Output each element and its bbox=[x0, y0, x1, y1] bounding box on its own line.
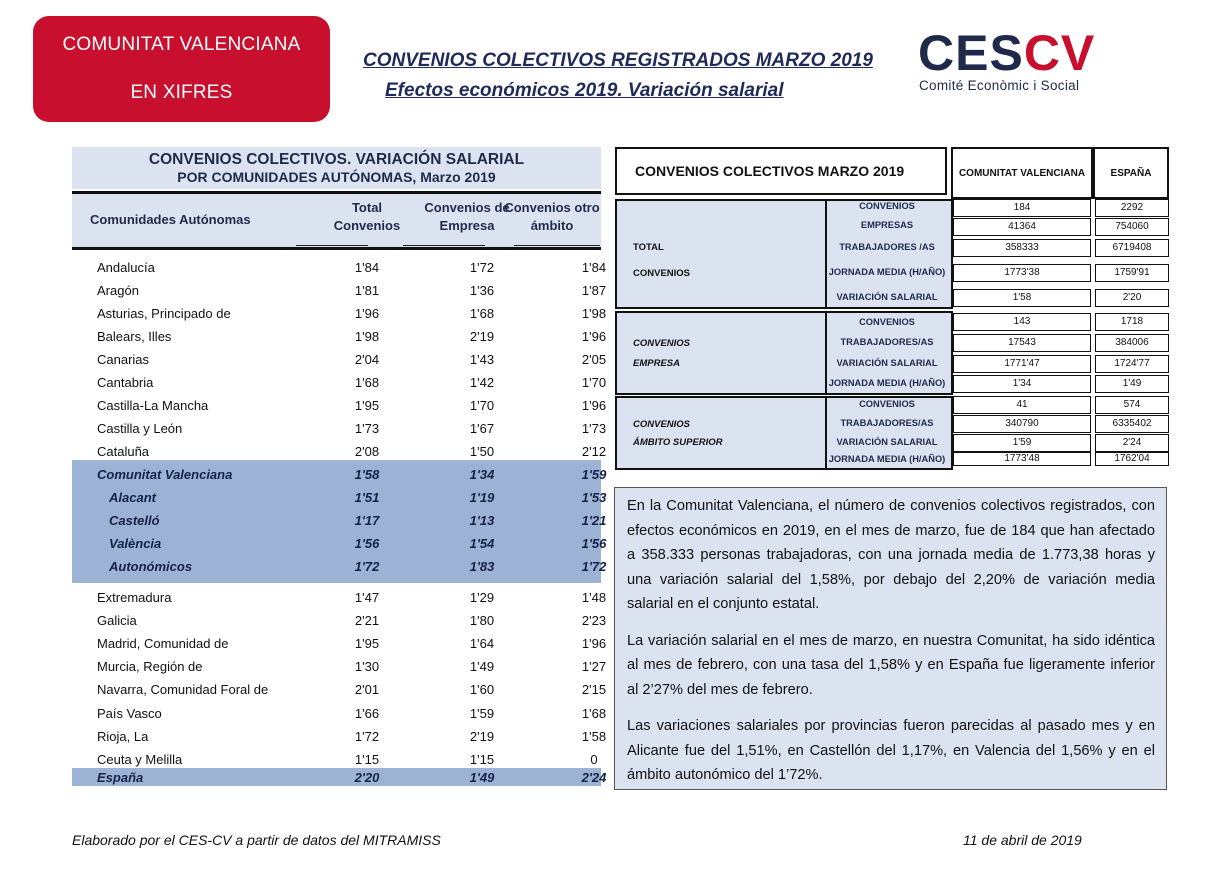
logo-subtitle: Comité Econòmic i Social bbox=[919, 78, 1080, 93]
table-row bbox=[72, 610, 607, 633]
value-otro: 1'56 bbox=[581, 536, 607, 551]
value-otro: 1'53 bbox=[581, 490, 607, 505]
region-name: Extremadura bbox=[97, 590, 172, 605]
concept-label: JORNADA MEDIA (H/AÑO) bbox=[828, 454, 946, 464]
page-title: CONVENIOS COLECTIVOS REGISTRADOS MARZO 2019 bbox=[363, 50, 873, 71]
concept-label: JORNADA MEDIA (H/AÑO) bbox=[828, 267, 946, 277]
value-empresa: 2'19 bbox=[469, 329, 495, 344]
value-cell-cv: 17543 bbox=[953, 334, 1091, 352]
region-name: Cataluña bbox=[97, 444, 150, 459]
section-label: ÁMBITO SUPERIOR bbox=[633, 437, 723, 448]
value-cell-cv: 340790 bbox=[953, 415, 1091, 433]
value-total: 1'81 bbox=[354, 283, 380, 298]
value-cell-spain: 2'24 bbox=[1095, 434, 1169, 452]
region-name: Madrid, Comunidad de bbox=[97, 636, 229, 651]
region-name: País Vasco bbox=[97, 706, 162, 721]
value-empresa: 1'42 bbox=[469, 375, 495, 390]
table-row bbox=[72, 326, 607, 349]
table-row bbox=[72, 587, 607, 610]
value-total: 1'95 bbox=[354, 398, 380, 413]
value-cell-spain: 2'20 bbox=[1095, 289, 1169, 307]
region-name: València bbox=[109, 536, 162, 551]
region-name: Autonómicos bbox=[109, 559, 193, 574]
concept-label: CONVENIOS bbox=[859, 399, 915, 409]
value-otro: 1'96 bbox=[581, 636, 607, 651]
value-empresa: 1'29 bbox=[469, 590, 495, 605]
concept-label: JORNADA MEDIA (H/AÑO) bbox=[828, 378, 946, 388]
value-cell-spain: 1762'04 bbox=[1095, 452, 1169, 466]
col-header-empresa-line-2: Empresa bbox=[439, 218, 495, 233]
value-otro: 1'68 bbox=[581, 706, 607, 721]
value-otro: 1'70 bbox=[581, 375, 607, 390]
table-row-comunitat-valenciana bbox=[72, 464, 607, 487]
concept-label: VARIACIÓN SALARIAL bbox=[836, 437, 938, 447]
table-title bbox=[72, 147, 601, 189]
col-header-region: Comunidades Autónomas bbox=[90, 212, 251, 227]
section-empresa-label-box bbox=[615, 311, 827, 395]
value-total: 1'17 bbox=[354, 513, 380, 528]
value-empresa: 1'72 bbox=[469, 260, 495, 275]
concept-label: CONVENIOS bbox=[859, 317, 915, 327]
section-total-label-box bbox=[615, 199, 827, 309]
table-row-spain bbox=[72, 767, 607, 790]
table-row bbox=[72, 257, 607, 280]
value-otro: 1'98 bbox=[581, 306, 607, 321]
value-otro: 2'23 bbox=[581, 613, 607, 628]
value-cell-cv: 184 bbox=[953, 199, 1091, 217]
region-name: España bbox=[97, 770, 144, 785]
value-total: 1'58 bbox=[354, 467, 380, 482]
value-otro: 2'05 bbox=[581, 352, 607, 367]
value-total: 1'51 bbox=[354, 490, 380, 505]
region-badge bbox=[33, 16, 330, 122]
value-empresa: 1'54 bbox=[469, 536, 495, 551]
value-total: 1'30 bbox=[354, 659, 380, 674]
concept-label: TRABAJADORES /AS bbox=[839, 242, 935, 252]
value-cell-spain: 1'49 bbox=[1095, 375, 1169, 393]
value-total: 2'08 bbox=[354, 444, 380, 459]
col-header-total-line-2: Convenios bbox=[333, 218, 401, 233]
table-row bbox=[72, 703, 607, 726]
concept-label: EMPRESAS bbox=[860, 220, 914, 230]
value-otro: 1'48 bbox=[581, 590, 607, 605]
table-row bbox=[72, 656, 607, 679]
value-total: 2'01 bbox=[354, 682, 380, 697]
value-total: 1'68 bbox=[354, 375, 380, 390]
value-empresa: 1'50 bbox=[469, 444, 495, 459]
value-cell-cv: 1'58 bbox=[953, 289, 1091, 307]
value-cell-cv: 41 bbox=[953, 396, 1091, 414]
value-total: 2'04 bbox=[354, 352, 380, 367]
concept-label: VARIACIÓN SALARIAL bbox=[836, 292, 938, 302]
footer-source: Elaborado por el CES-CV a partir de datos del MITRAMISS bbox=[72, 832, 441, 848]
region-name: Rioja, La bbox=[97, 729, 149, 744]
section-label: CONVENIOS bbox=[633, 268, 691, 279]
value-empresa: 1'68 bbox=[469, 306, 495, 321]
value-cell-cv: 1773'48 bbox=[953, 452, 1091, 466]
summary-table bbox=[615, 147, 1169, 468]
footer-date: 11 de abril de 2019 bbox=[963, 832, 1082, 848]
regional-variation-table bbox=[72, 147, 607, 785]
table-row bbox=[72, 726, 607, 749]
concept-label: TRABAJADORES/AS bbox=[840, 337, 934, 347]
region-name: Comunitat Valenciana bbox=[97, 467, 233, 482]
value-cell-spain: 574 bbox=[1095, 396, 1169, 414]
table-row bbox=[72, 441, 607, 464]
region-name: Galicia bbox=[97, 613, 137, 628]
value-cell-cv: 1771'47 bbox=[953, 355, 1091, 373]
value-empresa: 1'49 bbox=[469, 770, 495, 785]
region-name: Castelló bbox=[109, 513, 160, 528]
table-row-province bbox=[72, 556, 607, 579]
col-header-cv: COMUNITAT VALENCIANA bbox=[951, 147, 1093, 199]
region-name: Balears, Illes bbox=[97, 329, 172, 344]
value-total: 1'84 bbox=[354, 260, 380, 275]
value-cell-cv: 143 bbox=[953, 313, 1091, 331]
table-row bbox=[72, 633, 607, 656]
value-otro: 1'58 bbox=[581, 729, 607, 744]
region-name: Ceuta y Melilla bbox=[97, 752, 183, 767]
value-total: 1'15 bbox=[354, 752, 380, 767]
value-empresa: 1'34 bbox=[469, 467, 495, 482]
section-label: TOTAL bbox=[633, 242, 664, 253]
commentary-paragraph: En la Comunitat Valenciana, el número de convenios colectivos registrados, con efectos económicos en 2019, en el mes de marzo, fue de 184 que han afectado a 358.333 personas trabajadoras, con una jornada media de 1.773,38 horas y una variación salarial del 1,58%, por debajo del 2,20% de variación media salarial en el conjunto estatal. bbox=[627, 498, 1155, 612]
concept-label: TRABAJADORES/AS bbox=[840, 418, 934, 428]
col-header-spain: ESPAÑA bbox=[1093, 147, 1169, 199]
value-empresa: 2'19 bbox=[469, 729, 495, 744]
value-otro: 1'84 bbox=[581, 260, 607, 275]
value-otro: 1'59 bbox=[581, 467, 607, 482]
col-header-empresa-line-1: Convenios de bbox=[424, 200, 510, 215]
value-otro: 1'87 bbox=[581, 283, 607, 298]
value-cell-cv: 1773'38 bbox=[953, 264, 1091, 282]
value-empresa: 1'36 bbox=[469, 283, 495, 298]
value-total: 1'96 bbox=[354, 306, 380, 321]
value-total: 1'47 bbox=[354, 590, 380, 605]
value-cell-cv: 41364 bbox=[953, 218, 1091, 236]
table-row-province bbox=[72, 487, 607, 510]
value-total: 1'72 bbox=[354, 729, 380, 744]
table-row-province bbox=[72, 510, 607, 533]
cescv-logo bbox=[918, 26, 1158, 96]
section-ambito-label-box bbox=[615, 396, 827, 470]
value-otro: 0 bbox=[590, 752, 598, 767]
section-label: CONVENIOS bbox=[633, 338, 691, 349]
concept-label: VARIACIÓN SALARIAL bbox=[836, 358, 938, 368]
value-empresa: 1'80 bbox=[469, 613, 495, 628]
value-total: 1'95 bbox=[354, 636, 380, 651]
region-name: Canarias bbox=[97, 352, 150, 367]
value-otro: 1'27 bbox=[581, 659, 607, 674]
table-header bbox=[72, 191, 601, 250]
value-empresa: 1'43 bbox=[469, 352, 495, 367]
value-cell-spain: 1724'77 bbox=[1095, 355, 1169, 373]
section-label: CONVENIOS bbox=[633, 419, 691, 430]
value-cell-spain: 2292 bbox=[1095, 199, 1169, 217]
value-empresa: 1'13 bbox=[469, 513, 495, 528]
value-total: 1'98 bbox=[354, 329, 380, 344]
value-otro: 1'96 bbox=[581, 398, 607, 413]
value-empresa: 1'49 bbox=[469, 659, 495, 674]
value-cell-spain: 754060 bbox=[1095, 218, 1169, 236]
value-empresa: 1'59 bbox=[469, 706, 495, 721]
region-name: Navarra, Comunidad Foral de bbox=[97, 682, 269, 697]
region-name: Aragón bbox=[97, 283, 139, 298]
value-cell-spain: 6719408 bbox=[1095, 239, 1169, 257]
value-otro: 2'15 bbox=[581, 682, 607, 697]
value-total: 2'21 bbox=[354, 613, 380, 628]
region-name: Castilla-La Mancha bbox=[97, 398, 209, 413]
table-row bbox=[72, 679, 607, 702]
section-label: EMPRESA bbox=[633, 358, 680, 369]
col-header-otro-line-2: ámbito bbox=[530, 218, 574, 233]
value-empresa: 1'19 bbox=[469, 490, 495, 505]
value-total: 1'72 bbox=[354, 559, 380, 574]
value-empresa: 1'60 bbox=[469, 682, 495, 697]
region-name: Asturias, Principado de bbox=[97, 306, 231, 321]
badge-line-2: EN XIFRES bbox=[130, 82, 233, 103]
region-name: Castilla y León bbox=[97, 421, 183, 436]
value-empresa: 1'67 bbox=[469, 421, 495, 436]
logo-mark-ces: CES bbox=[918, 25, 1024, 81]
col-header-otro-line-1: Convenios otro bbox=[504, 200, 600, 215]
table-title-line-2: POR COMUNIDADES AUTÓNOMAS, Marzo 2019 bbox=[177, 169, 496, 185]
value-empresa: 1'70 bbox=[469, 398, 495, 413]
table-row bbox=[72, 349, 607, 372]
region-name: Alacant bbox=[109, 490, 156, 505]
badge-line-1: COMUNITAT VALENCIANA bbox=[62, 34, 301, 55]
value-otro: 1'73 bbox=[581, 421, 607, 436]
value-otro: 2'24 bbox=[581, 770, 607, 785]
value-cell-cv: 1'34 bbox=[953, 375, 1091, 393]
value-cell-cv: 358333 bbox=[953, 239, 1091, 257]
value-cell-spain: 384006 bbox=[1095, 334, 1169, 352]
commentary-paragraph: Las variaciones salariales por provincias fueron parecidas al pasado mes y en Alicante fue del 1,51%, en Castellón del 1,17%, en Valencia del 1,56% y en el ámbito autonómico del 1’72%. bbox=[627, 718, 1155, 783]
table-title-line-1: CONVENIOS COLECTIVOS. VARIACIÓN SALARIAL bbox=[148, 151, 525, 168]
commentary-box bbox=[614, 487, 1167, 790]
table-row bbox=[72, 280, 607, 303]
table-row bbox=[72, 303, 607, 326]
table-row bbox=[72, 372, 607, 395]
value-otro: 1'21 bbox=[581, 513, 607, 528]
summary-table-title: CONVENIOS COLECTIVOS MARZO 2019 bbox=[615, 147, 947, 195]
value-empresa: 1'83 bbox=[469, 559, 495, 574]
value-otro: 2'12 bbox=[581, 444, 607, 459]
value-cell-spain: 1759'91 bbox=[1095, 264, 1169, 282]
value-cell-spain: 6335402 bbox=[1095, 415, 1169, 433]
value-empresa: 1'64 bbox=[469, 636, 495, 651]
table-row bbox=[72, 418, 607, 441]
value-cell-spain: 1718 bbox=[1095, 313, 1169, 331]
table-row bbox=[72, 395, 607, 418]
value-total: 2'20 bbox=[354, 770, 380, 785]
value-cell-cv: 1'59 bbox=[953, 434, 1091, 452]
region-name: Murcia, Región de bbox=[97, 659, 203, 674]
value-total: 1'56 bbox=[354, 536, 380, 551]
value-total: 1'73 bbox=[354, 421, 380, 436]
value-total: 1'66 bbox=[354, 706, 380, 721]
col-header-total-line-1: Total bbox=[351, 200, 383, 215]
value-empresa: 1'15 bbox=[469, 752, 495, 767]
region-name: Cantabria bbox=[97, 375, 154, 390]
table-row-province bbox=[72, 533, 607, 556]
value-otro: 1'96 bbox=[581, 329, 607, 344]
page-subtitle: Efectos económicos 2019. Variación salarial bbox=[385, 80, 784, 101]
region-name: Andalucía bbox=[97, 260, 155, 275]
logo-mark-cv: CV bbox=[1023, 25, 1096, 81]
concept-label: CONVENIOS bbox=[859, 201, 915, 211]
col-header-otro bbox=[497, 199, 607, 235]
commentary-paragraph: La variación salarial en el mes de marzo, en nuestra Comunitat, ha sido idéntica al mes de febrero, con una tasa del 1,58% y en España fue ligeramente inferior al 2’27% del mes de febrero. bbox=[627, 632, 1155, 698]
value-otro: 1'72 bbox=[581, 559, 607, 574]
